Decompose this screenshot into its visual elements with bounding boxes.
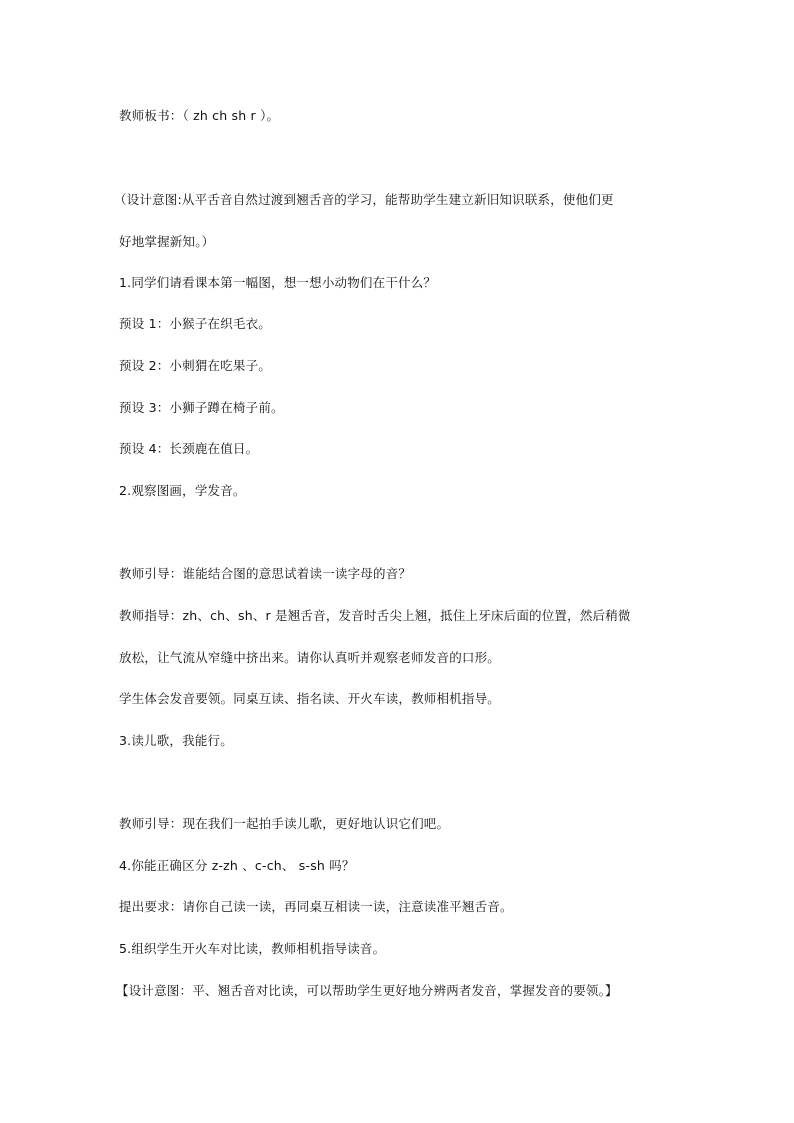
step-2-heading: 2.观察图画，学发音。 [119, 483, 246, 498]
step-5-heading: 5.组织学生开火车对比读，教师相机指导读音。 [119, 941, 386, 956]
teacher-guide-2: 教师引导：现在我们一起拍手读儿歌，更好地认识它们吧。 [119, 816, 450, 831]
preset-2: 预设 2：小刺猬在吃果子。 [119, 358, 272, 373]
preset-1: 预设 1：小猴子在织毛衣。 [119, 316, 272, 331]
preset-4: 预设 4：长颈鹿在值日。 [119, 441, 259, 456]
design-intent-line-2: 好地掌握新知。） [119, 234, 215, 249]
teacher-board-writing: 教师板书：（ zh ch sh r ）。 [119, 108, 280, 123]
teacher-guide-1: 教师引导：谁能结合图的意思试着读一读字母的音？ [119, 566, 412, 581]
step-3-heading: 3.读儿歌，我能行。 [119, 733, 233, 748]
teacher-instruction-2: 放松，让气流从窄缝中挤出来。请你认真听并观察老师发音的口形。 [119, 650, 501, 665]
step-4-heading: 4.你能正确区分 z-zh 、c-ch、 s-sh 吗？ [119, 858, 355, 873]
step-1-heading: 1.同学们请看课本第一幅图，想一想小动物们在干什么？ [119, 275, 437, 290]
design-intent-line-1: （设计意图:从平舌音自然过渡到翘舌音的学习，能帮助学生建立新旧知识联系，使他们更 [114, 192, 614, 207]
teacher-instruction-1: 教师指导：zh、ch、sh、r 是翘舌音，发音时舌尖上翘，抵住上牙床后面的位置，然后稍微 [119, 608, 631, 623]
preset-3: 预设 3：小狮子蹲在椅子前。 [119, 400, 284, 415]
requirement: 提出要求：请你自己读一读，再同桌互相读一读，注意读准平翘舌音。 [119, 899, 513, 914]
student-practice: 学生体会发音要领。同桌互读、指名读、开火车读，教师相机指导。 [119, 691, 501, 706]
design-intent-2: 【设计意图：平、翘舌音对比读，可以帮助学生更好地分辨两者发音，掌握发音的要领。】 [116, 983, 618, 998]
